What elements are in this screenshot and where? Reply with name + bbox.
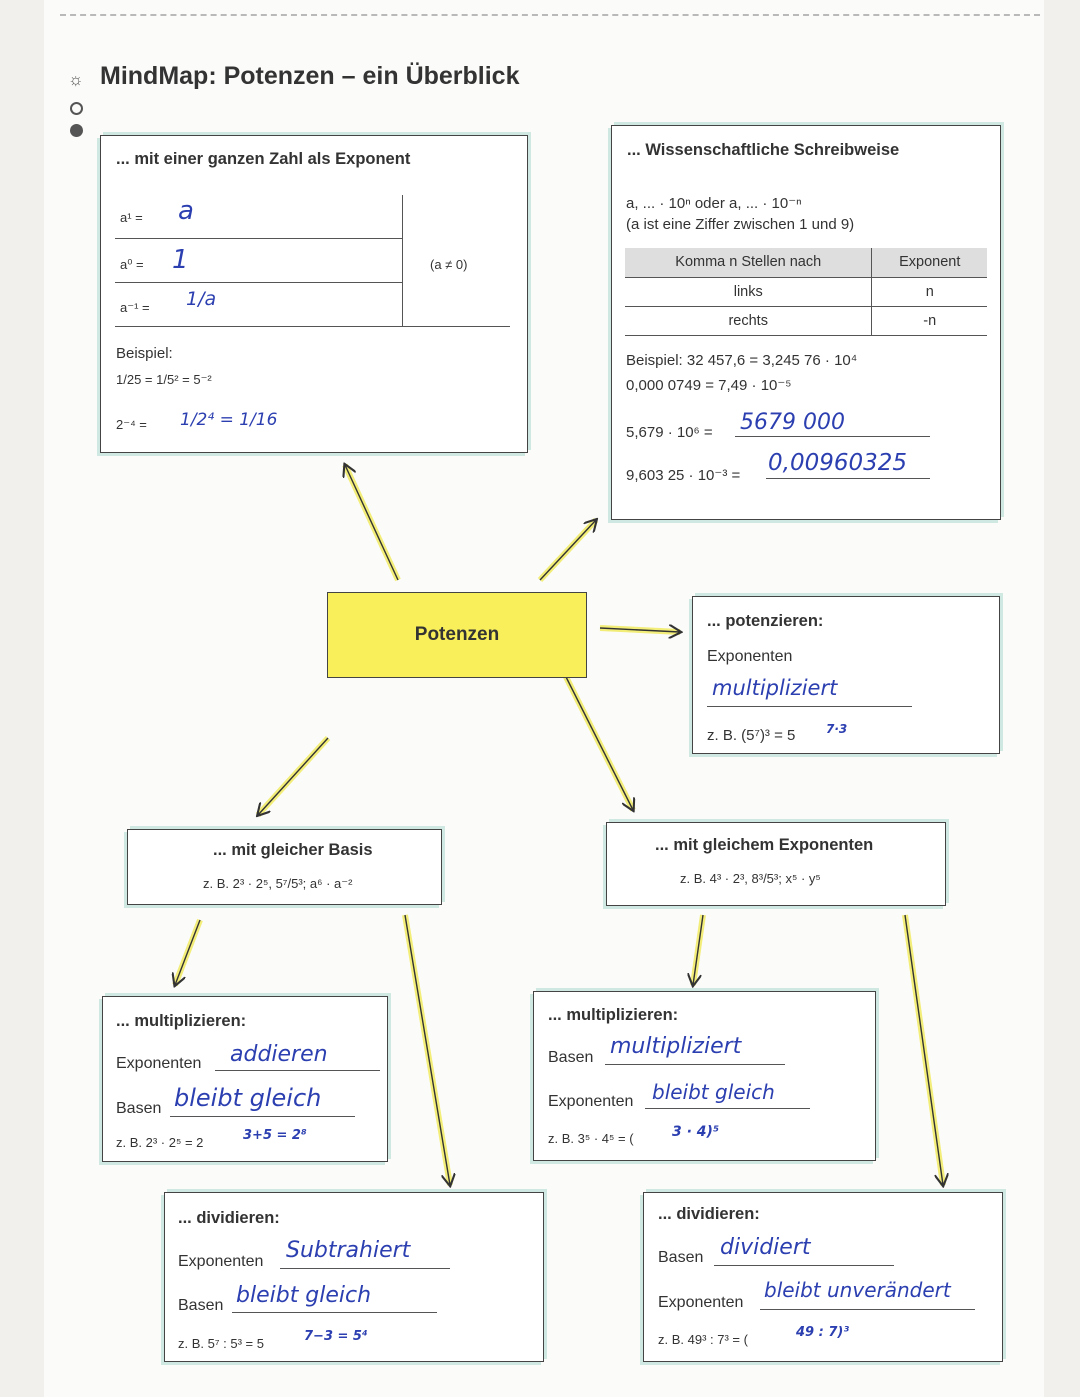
- scientific-note: (a ist eine Ziffer zwischen 1 und 9): [626, 216, 855, 233]
- table-cell: n: [872, 277, 987, 306]
- exp-multiply-label-1: Basen: [548, 1049, 594, 1066]
- power-example-answer: 7·3: [826, 722, 848, 736]
- exp-multiply-answer-2: bleibt gleich: [652, 1080, 775, 1104]
- center-node: Potenzen: [327, 592, 587, 678]
- example-2-expr: 2⁻⁴ =: [116, 417, 147, 432]
- table-cell: -n: [872, 306, 987, 335]
- same-exponent-box: [606, 822, 946, 906]
- base-multiply-answer-2: bleibt gleich: [174, 1084, 322, 1112]
- exp-multiply-example: z. B. 3⁵ · 4⁵ = (: [548, 1131, 634, 1146]
- expr-a1: a¹ =: [120, 210, 143, 225]
- lightbulb-icon: ☼: [68, 70, 84, 89]
- integer-exponent-heading: ... mit einer ganzen Zahl als Exponent: [116, 150, 411, 168]
- example-1: 1/25 = 1/5² = 5⁻²: [116, 372, 212, 387]
- condition: (a ≠ 0): [430, 257, 468, 272]
- base-multiply-heading: ... multiplizieren:: [116, 1012, 247, 1030]
- scientific-answer-1: 5679 000: [740, 410, 845, 435]
- table-cell: links: [733, 283, 763, 300]
- exp-multiply-example-answer: 3 · 4)⁵: [672, 1124, 720, 1140]
- base-multiply-answer-1: addieren: [230, 1042, 328, 1067]
- base-divide-answer-1: Subtrahiert: [286, 1238, 411, 1263]
- base-multiply-label-2: Basen: [116, 1100, 162, 1117]
- exp-divide-answer-2: bleibt unverändert: [764, 1278, 951, 1302]
- base-multiply-label-1: Exponenten: [116, 1055, 202, 1072]
- exp-divide-label-2: Exponenten: [658, 1294, 744, 1311]
- scientific-formula: a, ... · 10ⁿ oder a, ... · 10⁻ⁿ: [626, 195, 802, 212]
- same-base-heading: ... mit gleicher Basis: [213, 841, 373, 859]
- exp-divide-label-1: Basen: [658, 1249, 704, 1266]
- exp-divide-answer-1: dividiert: [720, 1235, 811, 1260]
- same-exponent-heading: ... mit gleichem Exponenten: [655, 836, 874, 854]
- expr-a0: a⁰ =: [120, 257, 144, 272]
- integer-exponent-box: [100, 135, 528, 453]
- scientific-answer-2: 0,00960325: [768, 450, 908, 476]
- scientific-heading: ... Wissenschaftliche Schreibweise: [627, 141, 900, 159]
- power-label: Exponenten: [707, 648, 793, 665]
- comma-shift-table: [625, 248, 987, 336]
- power-answer: multipliziert: [712, 676, 838, 700]
- page-title: MindMap: Potenzen – ein Überblick: [100, 62, 520, 90]
- base-multiply-example-answer: 3+5 = 2⁸: [243, 1128, 307, 1143]
- same-exponent-examples: z. B. 4³ · 2³, 8³/5³; x⁵ · y⁵: [680, 871, 821, 886]
- base-divide-answer-2: bleibt gleich: [236, 1283, 372, 1308]
- base-multiply-example: z. B. 2³ · 2⁵ = 2: [116, 1135, 204, 1150]
- scientific-task-2: 9,603 25 · 10⁻³ =: [626, 467, 741, 484]
- power-heading: ... potenzieren:: [707, 612, 824, 630]
- table-header-shift: Komma n Stellen nach: [625, 248, 872, 277]
- exp-multiply-label-2: Exponenten: [548, 1093, 634, 1110]
- base-divide-label-2: Basen: [178, 1297, 224, 1314]
- exp-divide-example-answer: 49 : 7)³: [796, 1325, 850, 1340]
- scientific-example-1: Beispiel: 32 457,6 = 3,245 76 · 10⁴: [626, 352, 858, 369]
- base-divide-label-1: Exponenten: [178, 1253, 264, 1270]
- power-example: z. B. (5⁷)³ = 5: [707, 727, 796, 744]
- exp-multiply-answer-1: multipliziert: [610, 1034, 742, 1059]
- base-divide-heading: ... dividieren:: [178, 1209, 280, 1227]
- base-divide-example-answer: 7−3 = 5⁴: [304, 1329, 368, 1344]
- answer-a1: a: [178, 196, 194, 226]
- table-cell: rechts: [728, 312, 768, 329]
- example-2-answer: 1/2⁴ = 1/16: [180, 410, 278, 430]
- exp-divide-heading: ... dividieren:: [658, 1205, 760, 1223]
- answer-a-minus1: 1/a: [186, 288, 217, 310]
- base-divide-example: z. B. 5⁷ : 5³ = 5: [178, 1336, 264, 1351]
- same-base-examples: z. B. 2³ · 2⁵, 5⁷/5³; a⁶ · a⁻²: [203, 876, 353, 891]
- scientific-example-2: 0,000 0749 = 7,49 · 10⁻⁵: [626, 377, 792, 394]
- example-label: Beispiel:: [116, 345, 173, 362]
- scientific-task-1: 5,679 · 10⁶ =: [626, 424, 713, 441]
- table-header-exponent: Exponent: [872, 248, 987, 277]
- expr-a-minus1: a⁻¹ =: [120, 300, 150, 315]
- exp-multiply-heading: ... multiplizieren:: [548, 1006, 679, 1024]
- answer-a0: 1: [172, 245, 189, 275]
- exp-divide-example: z. B. 49³ : 7³ = (: [658, 1332, 748, 1347]
